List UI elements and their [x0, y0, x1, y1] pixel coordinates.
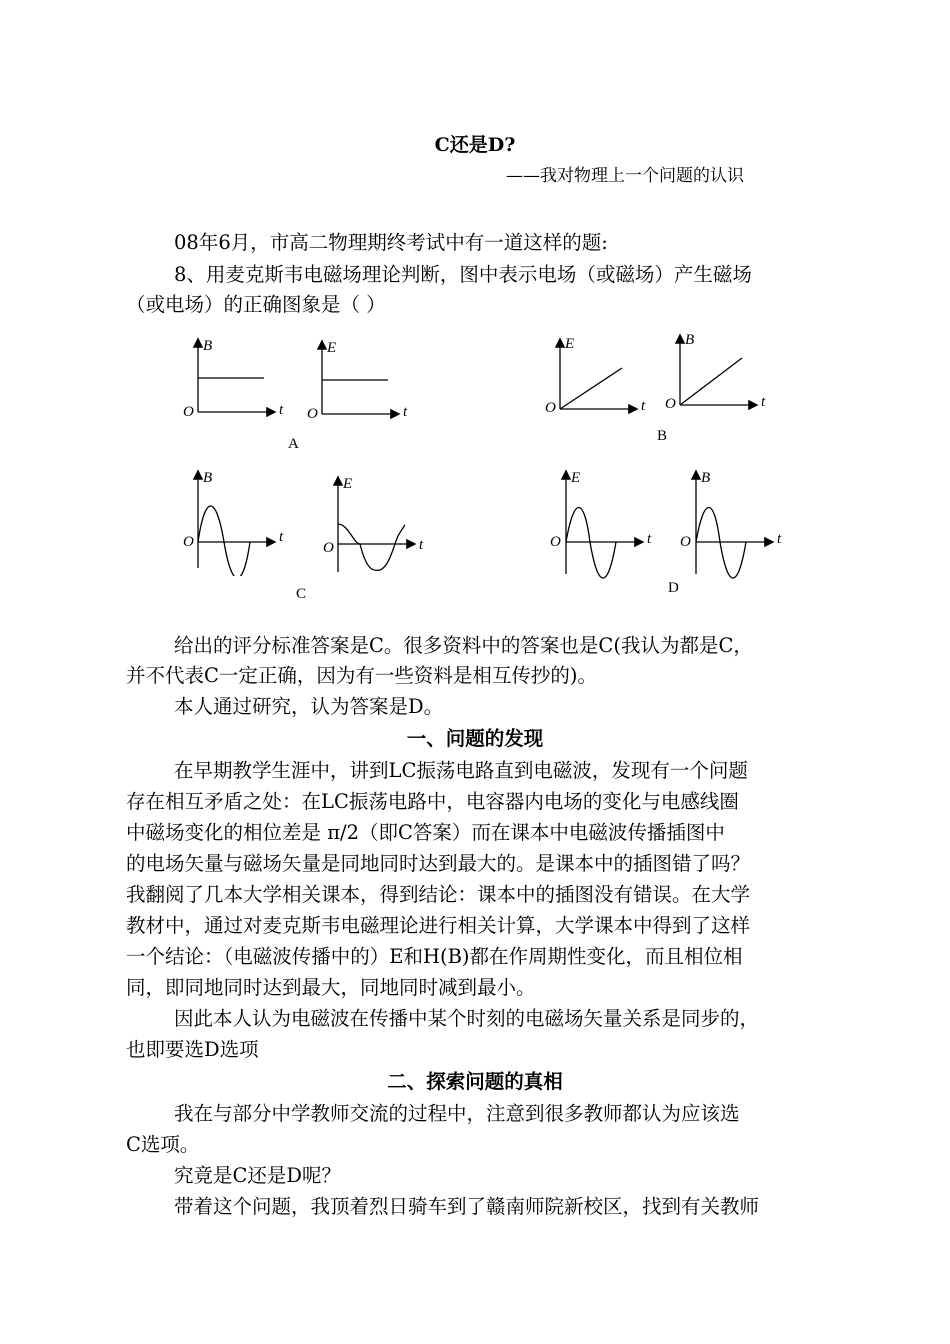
axis-label: E [343, 476, 353, 492]
paragraph-line: 究竟是C还是D呢？ [174, 1164, 342, 1187]
option-a-left-graph [178, 334, 288, 428]
option-b-right-graph [660, 330, 780, 424]
time-label: t [419, 537, 424, 553]
origin-label: O [665, 396, 676, 412]
axis-label: B [701, 470, 711, 486]
origin-label: O [323, 540, 334, 556]
paragraph-line: 给出的评分标准答案是C。很多资料中的答案也是C(我认为都是C， [174, 634, 753, 657]
paragraph-line: 本人通过研究，认为答案是D。 [174, 695, 444, 718]
origin-label: O [183, 534, 194, 550]
option-a-right-graph [302, 336, 422, 430]
axis-label: E [565, 336, 575, 352]
option-d-left-graph [546, 466, 666, 585]
axis-label: E [327, 340, 337, 356]
time-label: t [279, 402, 284, 418]
option-d-right-graph [676, 466, 796, 585]
paragraph-line: 一个结论：（电磁波传播中的）E和H(B)都在作周期性变化，而且相位相 [126, 945, 743, 968]
option-c-right-graph [318, 472, 438, 586]
paragraph-line: 教材中，通过对麦克斯韦电磁理论进行相关计算，大学课本中得到了这样 [126, 914, 751, 937]
axis-label: B [685, 332, 695, 348]
paragraph-line: 同，即同地同时达到最大，同地同时减到最小。 [126, 976, 536, 999]
origin-label: O [680, 534, 691, 550]
time-label: t [777, 531, 782, 547]
option-b-left-graph [540, 334, 660, 428]
origin-label: O [307, 406, 318, 422]
paragraph-line: 带着这个问题，我顶着烈日骑车到了赣南师院新校区，找到有关教师 [174, 1195, 760, 1218]
paragraph-line: 并不代表C一定正确，因为有一些资料是相互传抄的)。 [126, 664, 598, 687]
paragraph-line: 在早期教学生涯中，讲到LC振荡电路直到电磁波，发现有一个问题 [174, 759, 748, 782]
time-label: t [647, 531, 652, 547]
option-c-label: C [296, 586, 307, 602]
paragraph-line: 也即要选D选项 [126, 1038, 259, 1061]
time-label: t [403, 404, 408, 420]
document-subtitle: ——我对物理上一个问题的认识 [506, 166, 744, 186]
option-b-label: B [657, 428, 668, 444]
option-c-left-graph [178, 466, 298, 580]
paragraph-line: 我在与部分中学教师交流的过程中，注意到很多教师都认为应该选 [174, 1102, 740, 1125]
origin-label: O [545, 400, 556, 416]
axis-label: E [571, 470, 581, 486]
document-title: C还是D? [434, 134, 516, 156]
paragraph-line: 存在相互矛盾之处：在LC振荡电路中，电容器内电场的变化与电感线圈 [126, 790, 739, 813]
time-label: t [641, 398, 646, 414]
paragraph-line: 的电场矢量与磁场矢量是同地同时达到最大的。是课本中的插图错了吗？ [126, 852, 751, 875]
intro-text: 08年6月，市高二物理期终考试中有一道这样的题: [174, 231, 608, 254]
option-d-label: D [668, 580, 679, 596]
origin-label: O [183, 404, 194, 420]
section-1-heading: 一、问题的发现 [406, 727, 544, 750]
question-line-2: （或电场）的正确图象是（ ） [126, 293, 386, 316]
axis-label: B [203, 470, 213, 486]
paragraph-line: C选项。 [126, 1133, 200, 1156]
paragraph-line: 中磁场变化的相位差是 π/2（即C答案）而在课本中电磁波传播插图中 [126, 821, 725, 844]
time-label: t [761, 394, 766, 410]
section-2-heading: 二、探索问题的真相 [387, 1070, 563, 1093]
paragraph-line: 因此本人认为电磁波在传播中某个时刻的电磁场矢量关系是同步的， [174, 1007, 760, 1030]
time-label: t [279, 529, 284, 545]
paragraph-line: 我翻阅了几本大学相关课本，得到结论：课本中的插图没有错误。在大学 [126, 883, 751, 906]
question-line-1: 8、用麦克斯韦电磁场理论判断，图中表示电场（或磁场）产生磁场 [174, 263, 752, 286]
origin-label: O [550, 534, 561, 550]
option-a-label: A [288, 436, 299, 452]
axis-label: B [203, 338, 213, 354]
